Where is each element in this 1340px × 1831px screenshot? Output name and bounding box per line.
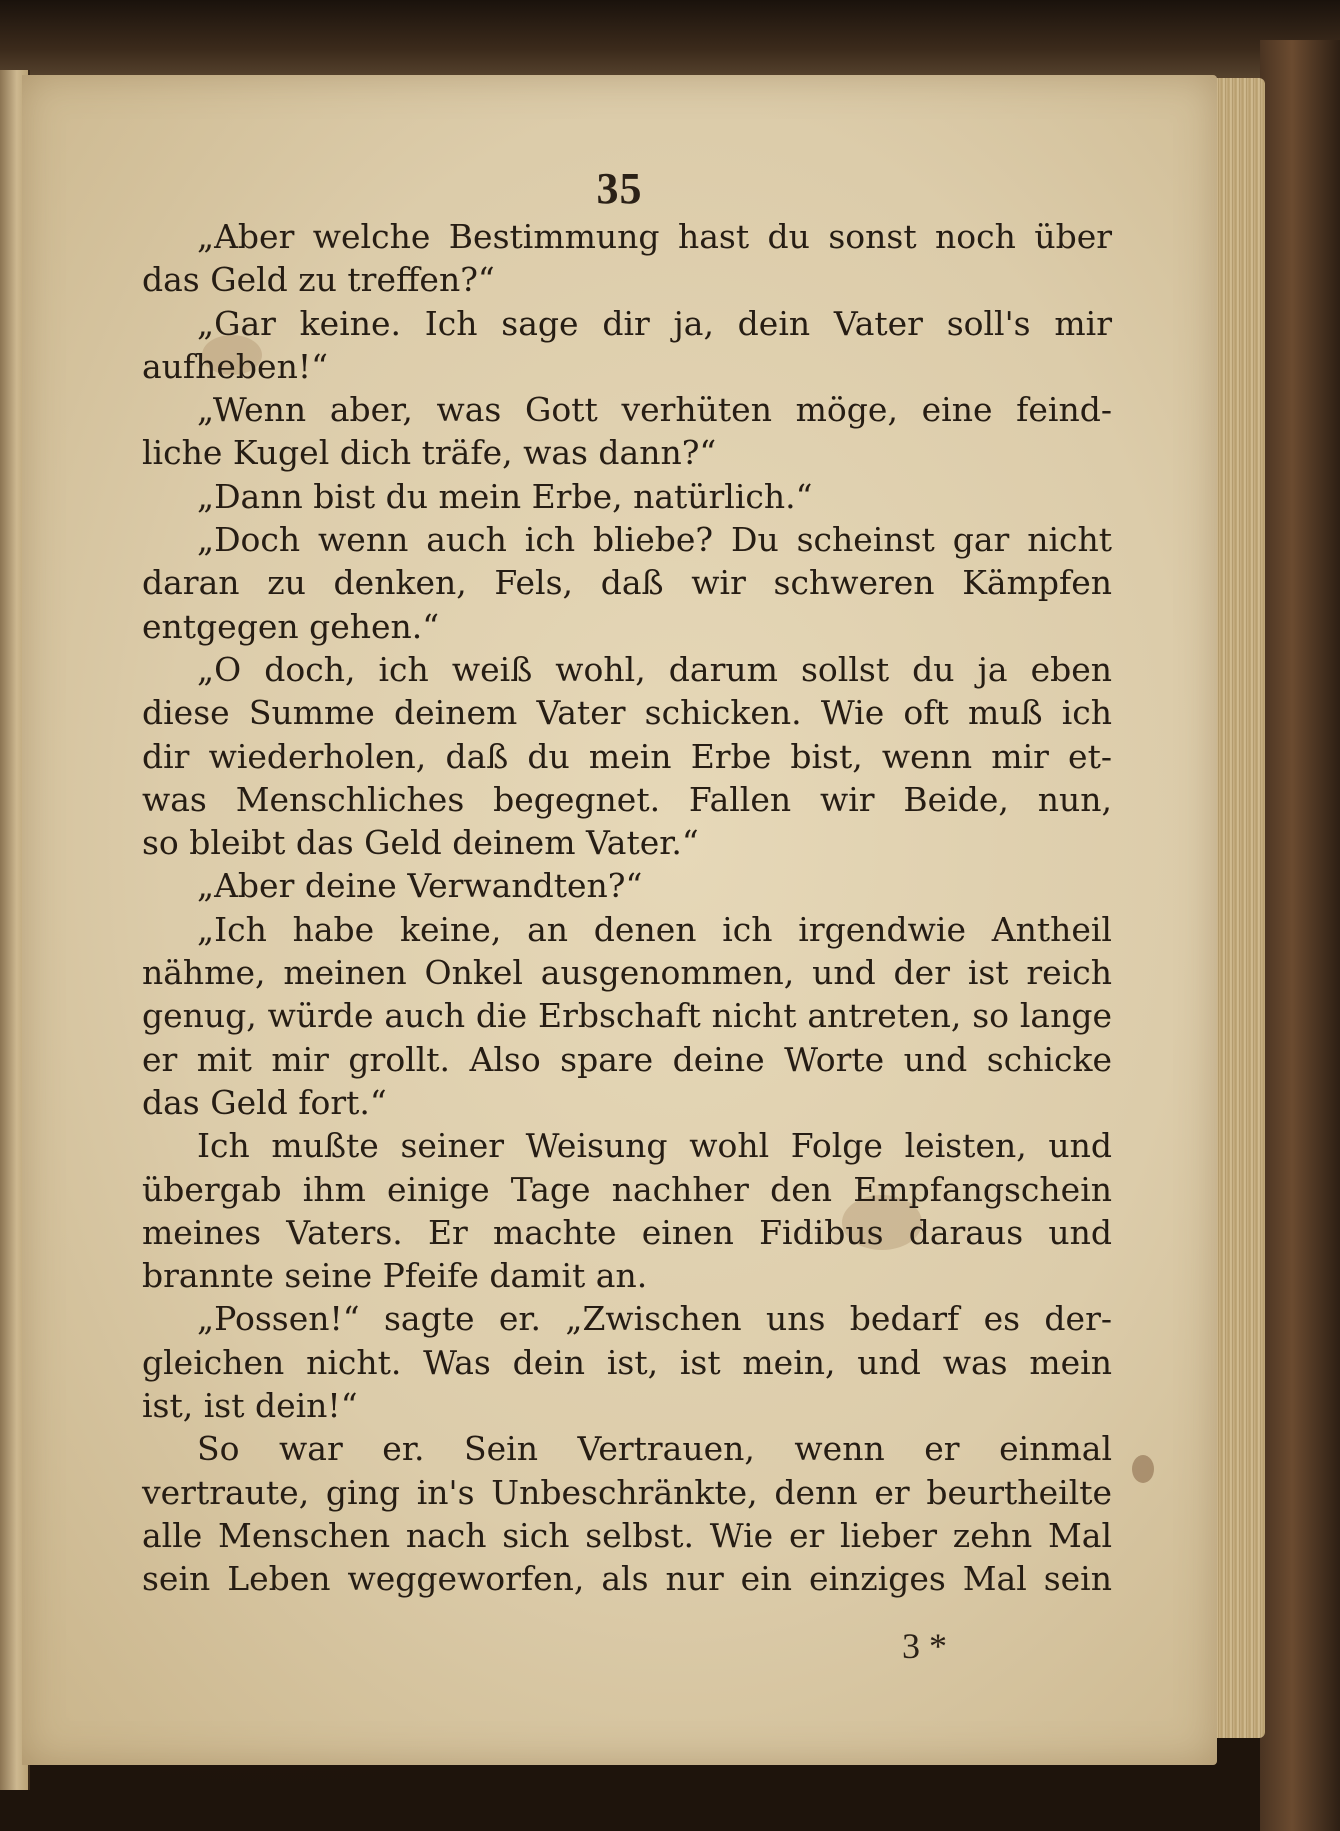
text-line: diese Summe deinem Vater schicken. Wie oft muß ich — [142, 693, 1112, 733]
book-page — [22, 75, 1217, 1765]
text-line: so bleibt das Geld deinem Vater.“ — [142, 823, 699, 863]
text-line: was Menschliches begegnet. Fallen wir Beide, nun, — [142, 779, 1112, 819]
text-line: vertraute, ging in's Unbeschränkte, denn er beurtheilte — [142, 1472, 1112, 1512]
text-line: brannte seine Pfeife damit an. — [142, 1256, 648, 1296]
book-binding-top — [0, 0, 1340, 82]
body-text — [142, 215, 1112, 1601]
text-line: „Possen!“ sagte er. „Zwischen uns bedarf es der- — [197, 1299, 1112, 1339]
text-line: genug, würde auch die Erbschaft nicht antreten, so lange — [142, 996, 1112, 1036]
text-line: „Doch wenn auch ich bliebe? Du scheinst gar nicht — [197, 520, 1112, 560]
text-line: „Aber welche Bestimmung hast du sonst noch über — [197, 217, 1112, 256]
text-line: daran zu denken, Fels, daß wir schweren Kämpfen — [142, 563, 1112, 603]
text-line: er mit mir grollt. Also spare deine Worte und schicke — [142, 1039, 1112, 1079]
text-line: übergab ihm einige Tage nachher den Empfangschein — [142, 1169, 1112, 1209]
text-line: entgegen gehen.“ — [142, 606, 440, 646]
text-line: „Ich habe keine, an denen ich irgendwie Antheil — [197, 909, 1112, 949]
text-line: nähme, meinen Onkel ausgenommen, und der ist reich — [142, 953, 1112, 993]
foxing-spot — [1132, 1455, 1154, 1483]
text-line: „Dann bist du mein Erbe, natürlich.“ — [197, 476, 813, 516]
page-number: 35 — [596, 164, 643, 213]
signature-mark: 3 * — [902, 1626, 947, 1666]
text-line: „O doch, ich weiß wohl, darum sollst du ja eben — [197, 649, 1112, 689]
text-line: dir wiederholen, daß du mein Erbe bist, wenn mir et- — [142, 736, 1112, 776]
text-line: das Geld zu treffen?“ — [142, 260, 495, 300]
text-line: meines Vaters. Er machte einen Fidibus daraus und — [142, 1212, 1112, 1252]
text-line: liche Kugel dich träfe, was dann?“ — [142, 433, 717, 473]
text-line: ist, ist dein!“ — [142, 1386, 358, 1426]
text-line: gleichen nicht. Was dein ist, ist mein, und was mein — [142, 1342, 1112, 1382]
book-cover-edge — [1260, 40, 1340, 1831]
text-line: das Geld fort.“ — [142, 1082, 387, 1122]
text-line: aufheben!“ — [142, 346, 328, 386]
text-line: sein Leben weggeworfen, als nur ein einziges Mal sein — [142, 1559, 1112, 1599]
text-line: „Gar keine. Ich sage dir ja, dein Vater soll's mir — [197, 303, 1112, 343]
text-line: Ich mußte seiner Weisung wohl Folge leisten, und — [197, 1126, 1112, 1166]
text-line: „Aber deine Verwandten?“ — [197, 866, 643, 906]
text-line: So war er. Sein Vertrauen, wenn er einmal — [197, 1429, 1112, 1469]
text-line: „Wenn aber, was Gott verhüten möge, eine feind- — [197, 390, 1112, 430]
text-line: alle Menschen nach sich selbst. Wie er lieber zehn Mal — [142, 1515, 1112, 1555]
